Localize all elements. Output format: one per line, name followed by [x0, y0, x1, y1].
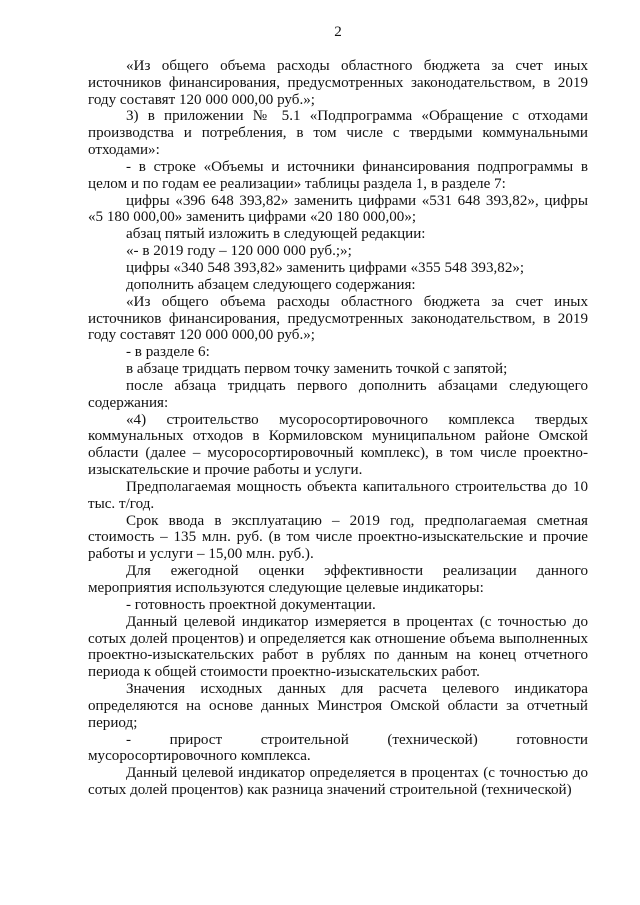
paragraph: цифры «340 548 393,82» заменить цифрами «355 548 393,82»; — [126, 259, 525, 276]
paragraph: Значения исходных данных для расчета целевого индикатора определяются на основе данных Минстроя Омской области за отчетный период; — [88, 681, 588, 731]
paragraph: - в разделе 6: — [126, 344, 210, 361]
page-number: 2 — [334, 24, 342, 40]
document-page — [88, 24, 588, 799]
paragraph: Для ежегодной оценки эффективности реализации данного мероприятия используются следующие целевые индикаторы: — [88, 563, 588, 596]
paragraph: абзац пятый изложить в следующей редакции: — [126, 226, 426, 243]
paragraph: - в строке «Объемы и источники финансирования подпрограммы в целом и по годам ее реализации» таблицы раздела 1, в разделе 7: — [88, 158, 588, 192]
paragraph: Срок ввода в эксплуатацию – 2019 год, предполагаемая сметная стоимость – 135 млн. руб. (в том числе проектно-изыскательские и прочие работы и услуги – 15,00 млн. руб.). — [88, 512, 588, 563]
paragraph: в абзаце тридцать первом точку заменить точкой с запятой; — [126, 361, 508, 378]
paragraph: - готовность проектной документации. — [126, 596, 376, 613]
paragraph: «4) строительство мусоросортировочного комплекса твердых коммунальных отходов в Кормиловском муниципальном районе Омской области (далее – мусоросортировочный комплекс), в том числе проектно-изыскательские и прочие работы и услуги. — [88, 411, 588, 479]
paragraph: Предполагаемая мощность объекта капитального строительства до 10 тыс. т/год. — [88, 478, 588, 512]
paragraph: «Из общего объема расходы областного бюджета за счет иных источников финансирования, предусмотренных законодательством, в 2019 году составят 120 000 000,00 руб.»; — [88, 57, 588, 108]
paragraph: дополнить абзацем следующего содержания: — [126, 276, 416, 293]
paragraph: «- в 2019 году – 120 000 000 руб.;»; — [126, 243, 352, 260]
paragraph: цифры «396 648 393,82» заменить цифрами «531 648 393,82», цифры «5 180 000,00» заменить цифрами «20 180 000,00»; — [88, 192, 588, 226]
paragraph: «Из общего объема расходы областного бюджета за счет иных источников финансирования, предусмотренных законодательством, в 2019 году составят 120 000 000,00 руб.»; — [88, 293, 588, 344]
paragraph: - прирост строительной (технической) готовности мусоросортировочного комплекса. — [88, 731, 588, 765]
paragraph: Данный целевой индикатор измеряется в процентах (с точностью до сотых долей процентов) и определяется как отношение объема выполненных проектно-изыскательских работ в рублях по данным на конец отчетного периода к общей стоимости проектно-изыскательских работ. — [88, 613, 588, 681]
paragraph: 3) в приложении № 5.1 «Подпрограмма «Обращение с отходами производства и потребления, в том числе с твердыми коммунальными отходами»: — [88, 108, 588, 159]
paragraph: Данный целевой индикатор определяется в процентах (с точностью до сотых долей процентов) как разница значений строительной (технической) — [88, 765, 588, 799]
paragraph: после абзаца тридцать первого дополнить абзацами следующего содержания: — [88, 377, 588, 411]
